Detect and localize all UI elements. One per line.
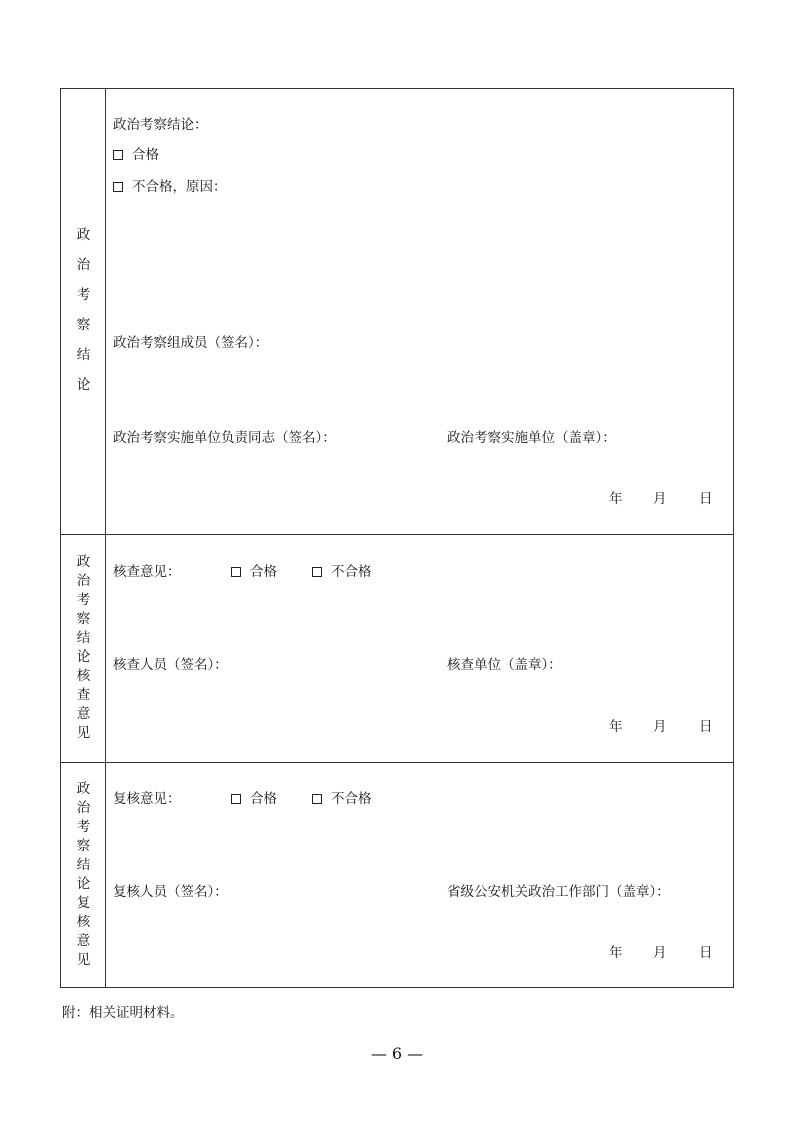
date-year: 年 — [609, 945, 623, 961]
form-table — [60, 88, 734, 988]
verification-unit-stamp-label: 核查单位（盖章）： — [447, 657, 562, 673]
verification-option-fail[interactable] — [312, 564, 372, 580]
section-conclusion-content — [107, 89, 733, 534]
option-fail-label: 不合格，原因： — [132, 179, 227, 195]
section-conclusion — [61, 89, 733, 535]
verification-option-pass[interactable] — [231, 564, 277, 580]
attachment-note: 附：相关证明材料。 — [62, 1005, 184, 1021]
checkbox-fail[interactable] — [312, 567, 322, 577]
conclusion-label: 政治考察结论： — [113, 117, 208, 133]
side-char: 见 — [76, 725, 91, 741]
date-month: 月 — [653, 491, 667, 507]
side-char: 政 — [76, 554, 91, 570]
date-year: 年 — [609, 719, 623, 735]
option-pass-label: 合格 — [250, 564, 277, 580]
option-fail[interactable] — [113, 179, 227, 195]
side-char: 治 — [76, 257, 91, 273]
section-verification-content — [107, 535, 733, 762]
members-signature-label: 政治考察组成员（签名）： — [113, 335, 269, 351]
section-review — [61, 763, 733, 987]
option-fail-label: 不合格 — [331, 564, 372, 580]
side-char: 治 — [76, 573, 91, 589]
section-conclusion-side-label — [61, 89, 106, 534]
side-char: 察 — [76, 317, 91, 333]
review-staff-signature-label: 复核人员（签名）： — [113, 884, 228, 900]
section-verification — [61, 535, 733, 763]
option-pass-label: 合格 — [132, 147, 159, 163]
side-char: 察 — [76, 611, 91, 627]
checkbox-pass[interactable] — [231, 794, 241, 804]
review-option-fail[interactable] — [312, 791, 372, 807]
leader-signature-label: 政治考察实施单位负责同志（签名）： — [113, 430, 336, 446]
side-char: 论 — [76, 649, 91, 665]
review-unit-stamp-label: 省级公安机关政治工作部门（盖章）： — [447, 884, 670, 900]
side-char: 治 — [76, 800, 91, 816]
review-opinion-label: 复核意见： — [113, 791, 181, 807]
date-day: 日 — [699, 719, 713, 735]
checkbox-fail[interactable] — [113, 182, 123, 192]
side-char: 见 — [76, 952, 91, 968]
date-day: 日 — [699, 945, 713, 961]
section-review-side-label — [61, 763, 106, 987]
side-char: 考 — [76, 592, 91, 608]
date-day: 日 — [699, 491, 713, 507]
side-char: 政 — [76, 227, 91, 243]
side-char: 复 — [76, 895, 91, 911]
page-number: — 6 — — [370, 1044, 424, 1063]
side-char: 查 — [76, 687, 91, 703]
side-char: 意 — [76, 933, 91, 949]
review-option-pass[interactable] — [231, 791, 277, 807]
checkbox-pass[interactable] — [113, 150, 123, 160]
side-char: 察 — [76, 838, 91, 854]
side-char: 考 — [76, 287, 91, 303]
side-char: 考 — [76, 819, 91, 835]
checkbox-fail[interactable] — [312, 794, 322, 804]
option-fail-label: 不合格 — [331, 791, 372, 807]
date-month: 月 — [653, 719, 667, 735]
date-month: 月 — [653, 945, 667, 961]
unit-stamp-label: 政治考察实施单位（盖章）： — [447, 430, 616, 446]
option-pass[interactable] — [113, 147, 159, 163]
side-char: 意 — [76, 706, 91, 722]
side-char: 核 — [76, 914, 91, 930]
side-char: 结 — [76, 630, 91, 646]
option-pass-label: 合格 — [250, 791, 277, 807]
date-year: 年 — [609, 491, 623, 507]
side-char: 结 — [76, 857, 91, 873]
verification-staff-signature-label: 核查人员（签名）： — [113, 657, 228, 673]
verification-opinion-label: 核查意见： — [113, 564, 181, 580]
section-verification-side-label — [61, 535, 106, 762]
side-char: 论 — [76, 377, 91, 393]
section-review-content — [107, 763, 733, 987]
side-char: 核 — [76, 668, 91, 684]
side-char: 政 — [76, 781, 91, 797]
side-char: 结 — [76, 347, 91, 363]
side-char: 论 — [76, 876, 91, 892]
checkbox-pass[interactable] — [231, 567, 241, 577]
